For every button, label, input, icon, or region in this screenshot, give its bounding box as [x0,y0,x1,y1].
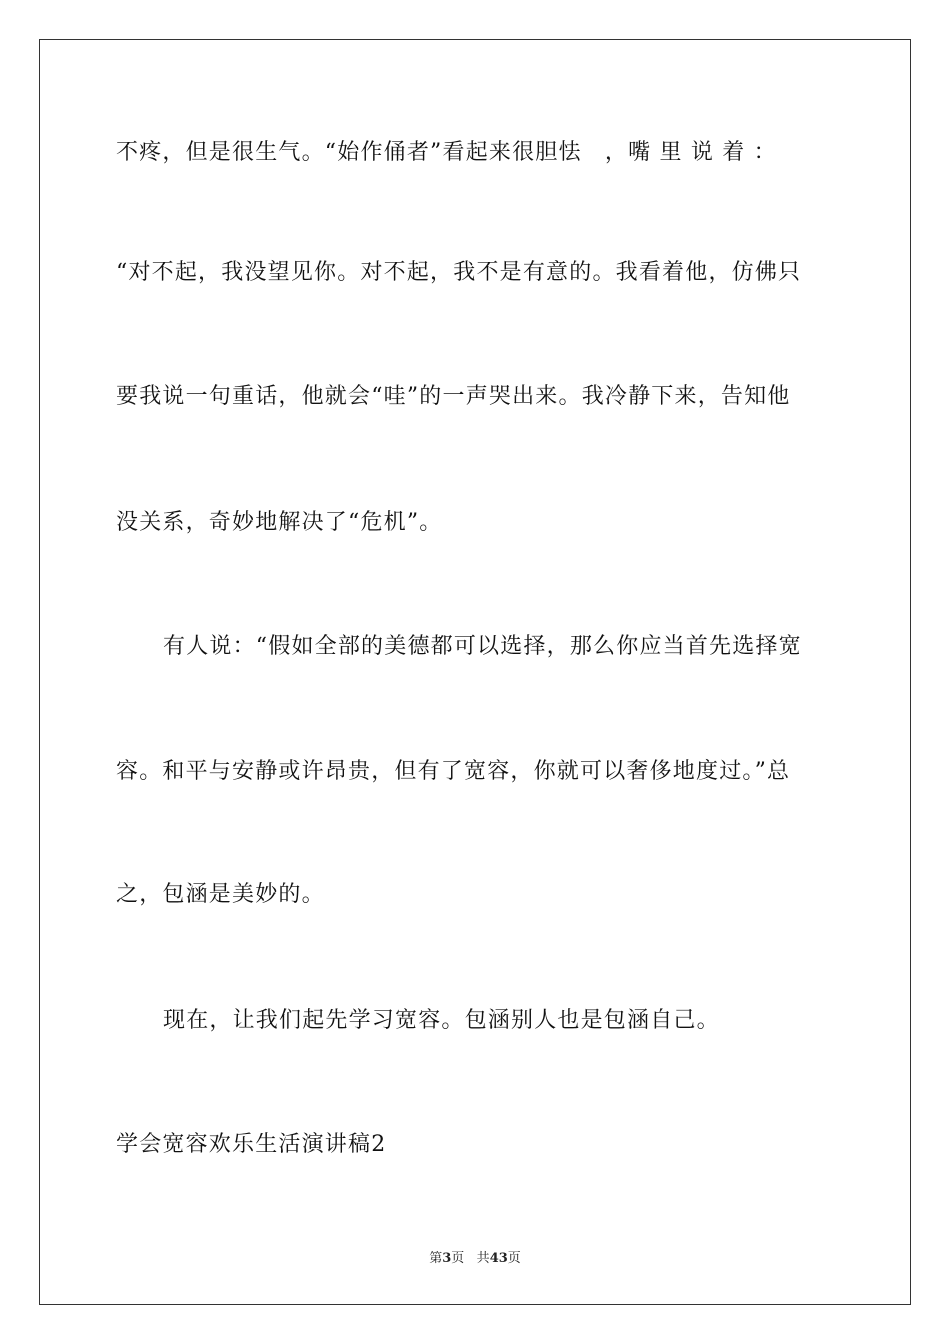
text-line-3: 要我说一句重话，他就会“哇”的一声哭出来。我冷静下来，告知他 [116,384,791,409]
footer-page-prefix: 第 [429,1251,443,1266]
footer-page-number: 3 [442,1251,452,1266]
text-line-5: 有人说：“假如全部的美德都可以选择，那么你应当首先选择宽 [163,634,802,659]
footer-total-suffix: 页 [507,1251,521,1266]
footer-total-pages: 43 [489,1251,508,1266]
section-heading: 学会宽容欢乐生活演讲稿2 [116,1132,387,1157]
text-line-6: 容。和平与安静或许昂贵，但有了宽容，你就可以奢侈地度过。”总 [116,759,791,784]
text-line-7: 之，包涵是美妙的。 [116,882,325,907]
page-footer [0,1247,950,1266]
text-line-8: 现在，让我们起先学习宽容。包涵别人也是包涵自己。 [163,1008,720,1033]
footer-total-prefix: 共 [476,1251,490,1266]
text-line-1: 不疼，但是很生气。“始作俑者”看起来很胆怯 ，嘴 里 说 着 ： [116,140,777,165]
footer-page-suffix: 页 [451,1251,465,1266]
page-border [39,39,911,1305]
text-line-2: “对不起，我没望见你。对不起，我不是有意的。我看着他，仿佛只 [116,260,802,285]
text-line-4: 没关系，奇妙地解决了“危机”。 [116,510,443,535]
